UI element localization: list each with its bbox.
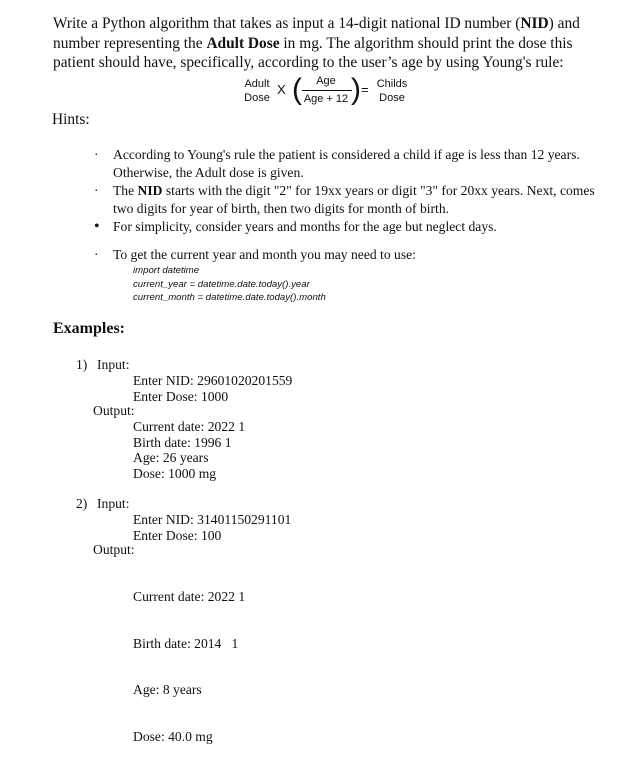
formula-fraction-bar — [302, 90, 352, 91]
example-input-line: Enter Dose: 100 — [133, 527, 222, 543]
example-input-line: Enter Dose: 1000 — [133, 388, 229, 404]
bullet-mark: · — [94, 183, 99, 198]
hint-text: For simplicity, consider years and months for the age but neglect days. — [113, 219, 497, 234]
bullet-mark: · — [94, 147, 99, 162]
formula-equals: = — [361, 82, 369, 97]
example-output-line: Age: 26 years — [133, 450, 209, 465]
example-2-outputs — [133, 558, 245, 760]
bullet-mark: • — [94, 218, 100, 235]
hint-nid-term: NID — [137, 183, 163, 198]
hint-text: According to Young's rule the patient is considered a child if age is less than 12 years. Otherwise, the Adult dose is given. — [113, 147, 580, 180]
intro-text-3: in mg. The algorithm should print the dose this patient should have, specifically, according to the user’s age by using Young's rule: — [53, 34, 573, 71]
example-input-line: Enter NID: 29601020201559 — [133, 373, 293, 388]
formula-adult-bottom: Dose — [244, 92, 270, 104]
nid-term: NID — [520, 15, 549, 32]
hint-text: To get the current year and month you may need to use: — [113, 247, 416, 262]
code-line: import datetime — [133, 265, 200, 276]
example-output-line: Current date: 2022 1 — [133, 419, 246, 434]
example-2-number: 2) — [76, 496, 88, 511]
formula-childs-bottom: Dose — [379, 92, 405, 104]
example-2-output-label: Output: — [93, 542, 135, 557]
code-snippet — [133, 264, 326, 305]
formula-age-plus: Age + 12 — [303, 93, 349, 105]
example-1-number: 1) — [76, 357, 88, 372]
hints-colon: : — [85, 111, 90, 128]
example-output-line: Current date: 2022 1 — [133, 589, 246, 604]
hints-heading — [52, 111, 90, 129]
formula-adult-top: Adult — [244, 78, 270, 90]
example-1-input-label: Input: — [97, 357, 130, 372]
example-output-line: Dose: 1000 mg — [133, 465, 217, 481]
bullet-mark: · — [94, 247, 99, 262]
youngs-rule-formula — [242, 74, 412, 110]
adult-dose-term: Adult Dose — [206, 34, 280, 52]
example-1-inputs — [133, 373, 292, 404]
example-1-output-label: Output: — [93, 403, 135, 418]
formula-times: X — [277, 82, 286, 97]
hints-title-text: Hints — [52, 111, 86, 128]
formula-childs-top: Childs — [376, 78, 408, 90]
example-input-line: Enter NID: 31401150291101 — [133, 512, 292, 527]
formula-left-paren: ( — [292, 73, 302, 106]
examples-heading: Examples: — [53, 320, 125, 337]
example-2-inputs — [133, 512, 291, 543]
intro-text-2: ) and number representing the — [53, 15, 580, 52]
example-1-outputs — [133, 419, 245, 481]
hint-text-post: starts with the digit "2" for 19xx years or digit "3" for 20xx years. Next, comes two digits for year of birth, then two digits for month of birth. — [113, 183, 595, 216]
intro-text-1: Write a Python algorithm that takes as input a 14-digit national ID number ( — [53, 15, 521, 32]
hint-text-pre: The — [113, 183, 138, 198]
example-output-line: Birth date: 1996 1 — [133, 434, 232, 450]
example-output-line: Age: 8 years — [133, 682, 202, 697]
formula-age: Age — [316, 75, 336, 87]
example-2-input-label: Input: — [97, 496, 130, 511]
hint-text — [113, 182, 603, 218]
code-line: current_month = datetime.date.today().month — [133, 292, 326, 303]
example-output-line: Birth date: 2014 1 — [133, 635, 239, 651]
formula-right-paren: ) — [351, 73, 361, 106]
problem-statement — [53, 14, 613, 73]
code-line: current_year = datetime.date.today().year — [133, 278, 310, 290]
example-output-line: Dose: 40.0 mg — [133, 728, 213, 744]
